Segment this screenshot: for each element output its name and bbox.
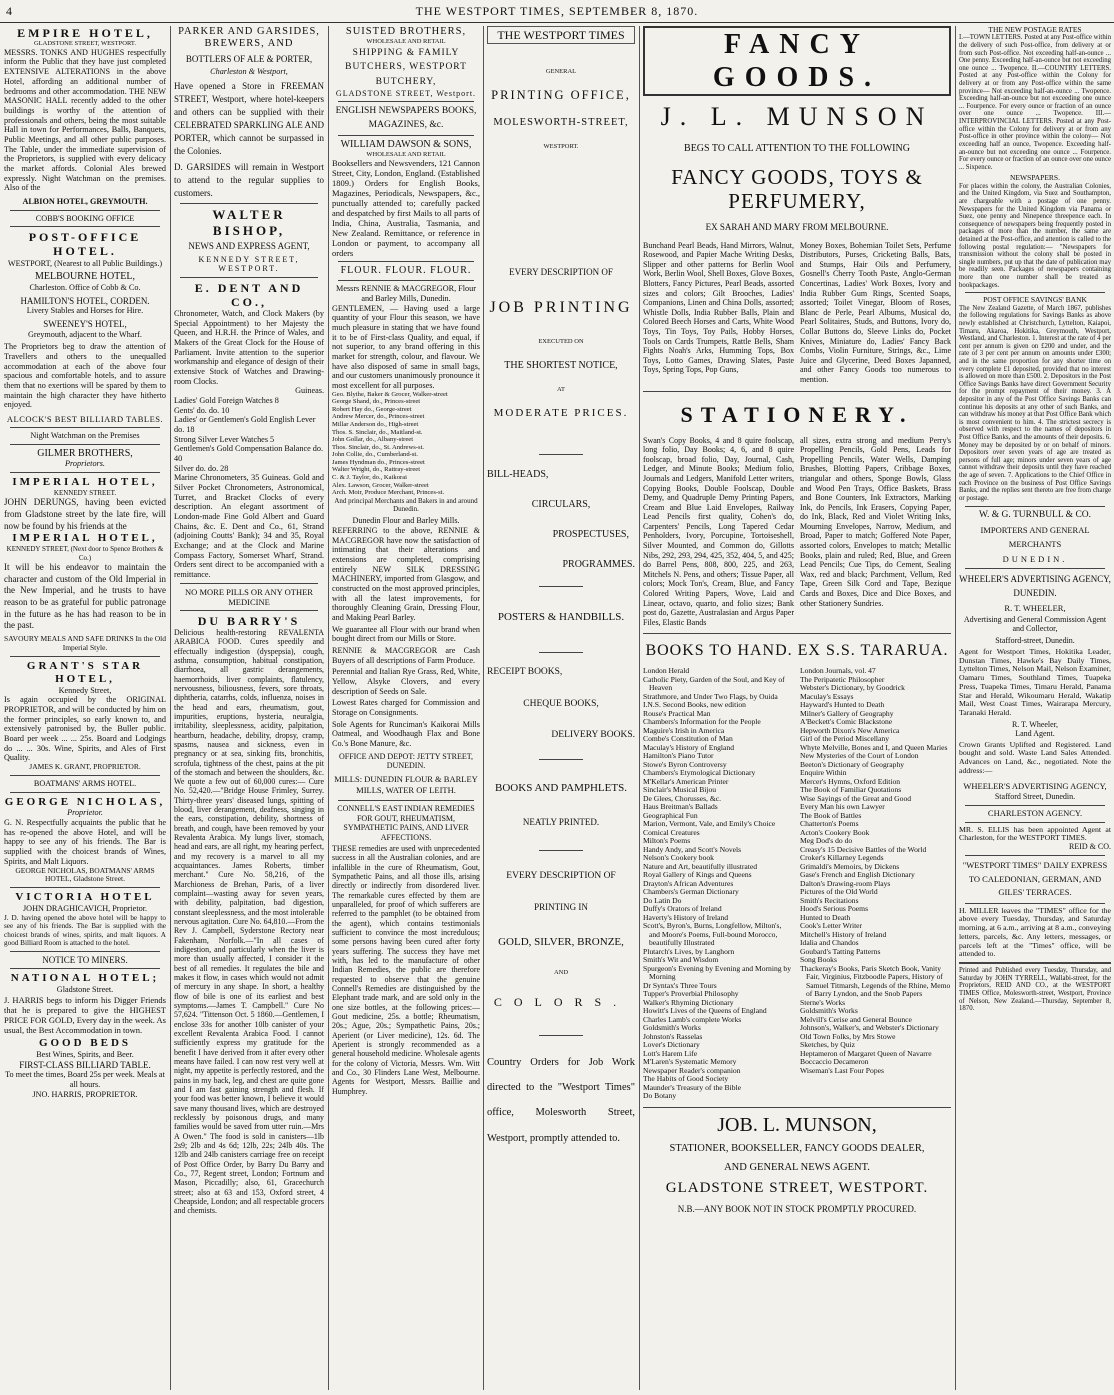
book-title: Drayton's African Adventures bbox=[643, 878, 734, 888]
meet-times: To meet the times, Board 25s per week. Meals at all hours. bbox=[5, 1070, 165, 1089]
book-title: Grimaldi's Memoirs, by Dickens bbox=[800, 861, 900, 871]
book-title: Royal Gallery of Kings and Queens bbox=[643, 870, 752, 880]
book-title: Milner's Gallery of Geography bbox=[800, 708, 894, 718]
alcock-tables: ALCOCK'S BEST BILLIARD TABLES. bbox=[6, 413, 164, 424]
book-title: Girl of the Period Miscellany bbox=[800, 734, 889, 744]
dent-price-list bbox=[174, 386, 324, 473]
book-title: Nature and Art, beautifully illustrated bbox=[643, 861, 758, 871]
victoria-sub: JOHN DRAGHICAVICH, Proprietor. bbox=[22, 904, 148, 914]
column-rule bbox=[483, 26, 484, 1390]
prospectuses: PROSPECTUSES, bbox=[552, 528, 629, 540]
dent-price: Strong Silver Lever Watches 5 bbox=[174, 434, 275, 444]
book-title: Sinclair's Musical Bijou bbox=[643, 785, 717, 795]
book-title: Gase's French and English Dictionary bbox=[800, 870, 915, 880]
postage-body: I.—TOWN LETTERS. Posted at any Post-office within the delivery of such Post-office, from delivery at or from such Post-office. Not exceeding half-an-ounce ... One penny. Exceeding half-an-ounce but not exceeding one ounce ... Twopence. II.—COUNTRY LETTERS. Posted at any Post-office within the Colony for delivery at or from any Post-office within the same province— Not exceeding half-an-ounce ... Twopence. Exceeding half-an-ounce but not exceeding one ounce ... Fourpence. For every ounce or fraction of an ounce over one ounce ... Twopence. III.—INTERPROVINCIAL LETTERS. Posted at any Post-office within the Colony for delivery at or from any Post-office in other province within the colony— Not exceeding half an ounce, Twopence. Exceeding half-an-ounce but not exceeding one ounce ... Fourpence. For every ounce or fraction of an ounce over one ounce ... Sixpence. bbox=[959, 34, 1111, 171]
flour-title: FLOUR. FLOUR. FLOUR. bbox=[340, 265, 472, 277]
imperial-sub: KENNEDY STREET. bbox=[53, 489, 117, 498]
wheeler-name: R. T. WHEELER, bbox=[1004, 602, 1066, 613]
book-title: Combe's Constitution of Man bbox=[643, 734, 733, 744]
flour-signatory: John Gollar, do., Albany-street bbox=[332, 436, 414, 444]
book-title: Wiseman's Last Four Popes bbox=[800, 1065, 884, 1075]
harris-body: J. HARRIS begs to inform his Digger Friends that he is prepared to give the HIGHEST PRICE FOR GOLD, Every day in the week. As usual, the Best Accommodation in town. bbox=[4, 995, 166, 1036]
parker-body-2: D. GARSIDES will remain in Westport to attend to the regular supplies to customers. bbox=[174, 162, 324, 199]
book-title: Goldsmith's Works bbox=[643, 1023, 701, 1033]
book-title: Milton's Poems bbox=[643, 836, 691, 846]
book-title: Goubard's Tatting Patterns bbox=[800, 946, 881, 956]
hamilton-hotel: HAMILTON'S HOTEL, CORDEN. bbox=[20, 295, 150, 306]
flour-signatory: George Shand, do., Princes-street bbox=[332, 398, 421, 406]
book-title: M'Kellar's American Printer bbox=[643, 776, 729, 786]
book-title: Stowe's Byron Controversy bbox=[643, 759, 727, 769]
stafford-street-2: Stafford Street, Dunedin. bbox=[994, 792, 1076, 802]
book-title: The Book of Battles bbox=[800, 810, 862, 820]
mills-body-5: Lowest Rates charged for Commission and Storage on Consignments. bbox=[332, 698, 480, 717]
book-title: Do Botany bbox=[643, 1091, 677, 1101]
flour-signatory: Walter Wright, do., Rattray-street bbox=[332, 466, 421, 474]
book-title: Hood's Serious Poems bbox=[800, 904, 869, 914]
ex-sarah: EX SARAH AND MARY FROM MELBOURNE. bbox=[705, 222, 889, 233]
post-office-hotel-title: POST-OFFICE HOTEL. bbox=[28, 230, 142, 259]
dent-price: Guineas. bbox=[295, 386, 324, 396]
flour-signatory: Thos. S. Sinclair, do., Maitland-st. bbox=[332, 428, 423, 436]
book-title: Every Man his own Lawyer bbox=[800, 802, 885, 812]
book-title: Whyte Melville, Bones and I, and Queen Maries bbox=[800, 742, 948, 752]
bishop-title: WALTER BISHOP, bbox=[212, 207, 286, 238]
flour-signatory: Thos. Sinclair, do., St. Andrews-st. bbox=[332, 443, 425, 451]
column-rule bbox=[328, 26, 329, 1390]
book-title: Tupper's Proverbial Philosophy bbox=[643, 989, 739, 999]
job-munson-sub: STATIONER, BOOKSELLER, FANCY GOODS DEALER, bbox=[669, 1143, 925, 1155]
book-title: Newspaper Reader's companion bbox=[643, 1065, 741, 1075]
boatmans-arms: BOATMANS' ARMS HOTEL. bbox=[33, 778, 137, 788]
book-title: Strathmore, and Under Two Flags, by Ouida bbox=[643, 691, 778, 701]
book-title: Marion, Vermont, Vale, and Emily's Choice bbox=[643, 819, 776, 829]
book-title: Hamilton's Piano Tutor bbox=[643, 751, 714, 761]
turnbull-location: DUNEDIN. bbox=[1002, 554, 1068, 565]
book-title: Plutarch's Lives, by Langhorn bbox=[643, 946, 735, 956]
charleston-agency: CHARLESTON AGENCY. bbox=[987, 808, 1083, 819]
book-title: I.N.S. Second Books, new edition bbox=[643, 700, 746, 710]
book-title: Sketches, by Quiz bbox=[800, 1040, 856, 1050]
flour-signatory: James Hyndman do., Princes-street bbox=[332, 458, 425, 466]
english-newspapers: ENGLISH NEWSPAPERS BOOKS, MAGAZINES, &c. bbox=[335, 106, 477, 130]
proprietors-body: The Proprietors beg to draw the attention of Travellers and others to the unequalled accommodation at each of the above four spacious and comfortable hotels, and to assure them that no exertions will be spared by them to maintain the high character they have hitherto enjoyed. bbox=[4, 342, 166, 410]
notice-to-miners: NOTICE TO MINERS. bbox=[42, 954, 128, 965]
dent-title: E. DENT AND CO., bbox=[194, 280, 304, 309]
job-printing: JOB PRINTING bbox=[489, 299, 633, 317]
job-munson-title: JOB. L. MUNSON, bbox=[717, 1113, 877, 1136]
molesworth-street: MOLESWORTH-STREET, bbox=[493, 116, 629, 128]
parker-body: Have opened a Store in FREEMAN STREET, Westport, where hotel-keepers and others can be supplied with their CELEBRATED SPARKLING ALE AND PORTER, which cannot be surpassed in the Colonies. bbox=[174, 81, 324, 157]
express-title: "WESTPORT TIMES" DAILY EXPRESS TO CALEDONIAN, GERMAN, AND GILES' TERRACES. bbox=[962, 859, 1108, 898]
book-title: The Peripatetic Philosopher bbox=[800, 674, 885, 684]
page-number: 4 bbox=[6, 4, 12, 18]
flour-signatory: C. & J. Taylor, do., Kaikorai bbox=[332, 473, 407, 481]
book-title: Old Town Folks, by Mrs Stowe bbox=[800, 1031, 896, 1041]
books-pamphlets: BOOKS AND PAMPHLETS. bbox=[495, 781, 627, 794]
grant-hotel-title: GRANT'S STAR HOTEL, bbox=[26, 659, 144, 685]
stationery-title: STATIONERY. bbox=[680, 401, 914, 427]
nicholas-signature: GEORGE NICHOLAS, BOATMANS' ARMS HOTEL, Gladstone Street. bbox=[15, 865, 155, 884]
begs-to-call: BEGS TO CALL ATTENTION TO THE FOLLOWING bbox=[684, 142, 910, 154]
flour-signatory: Andrew Mercer, do., Princes-street bbox=[332, 413, 425, 421]
book-title: Thackeray's Books, Paris Sketch Book, Vanity Fair, Virginius, Fitzboodle Papers, History of Samuel Titmarsh, Legends of the Rhine, Memo of Barry Lyndon, and the Snob Papers bbox=[800, 963, 951, 999]
book-title: Chambers's Etymological Dictionary bbox=[643, 768, 756, 778]
wheeler-address: Stafford-street, Dunedin. bbox=[995, 636, 1075, 646]
imperial-sub-2: KENNEDY STREET, (Next door to Spence Brothers & Co.) bbox=[6, 545, 164, 562]
suisted-body: SHIPPING & FAMILY BUTCHERS, WESTPORT BUTCHERY, bbox=[345, 48, 467, 87]
wheeler-signature: R. T. Wheeler, bbox=[1011, 719, 1059, 729]
dent-price: Ladies' or Gentlemen's Gold English Lever do. 18 bbox=[174, 415, 316, 434]
nicholas-title: GEORGE NICHOLAS, bbox=[4, 795, 166, 808]
flour-signatory: Robert Hay do., George-street bbox=[332, 405, 412, 413]
westport-label: WESTPORT. bbox=[543, 142, 579, 150]
book-title: The Habits of Good Society bbox=[643, 1074, 729, 1084]
wheeler-agency-2: WHEELER'S ADVERTISING AGENCY, bbox=[963, 780, 1107, 791]
book-title: Chatterton's Poems bbox=[800, 819, 859, 829]
book-title: Johnston's Rasselas bbox=[643, 1031, 703, 1041]
receipt-books: RECEIPT BOOKS, bbox=[487, 667, 563, 678]
bishop-sub: NEWS AND EXPRESS AGENT, bbox=[188, 241, 310, 252]
post-office-body: WESTPORT, (Nearest to all Public Buildings.) bbox=[7, 258, 163, 268]
column-3 bbox=[332, 26, 480, 1390]
victoria-hotel-title: VICTORIA HOTEL bbox=[15, 891, 155, 904]
book-title: Lott's Harem Life bbox=[643, 1048, 698, 1058]
book-title: Hepworth Dixon's New America bbox=[800, 725, 900, 735]
book-title: Rouse's Practical Man bbox=[643, 708, 711, 718]
connell-body: THESE remedies are used with unprecedented success in all the Australian colonies, and are infallible in the cure of Rheumatism, Gout, Sympathetic Pains, and all those ills, arising directly or indirectly from disordered liver. The remarkable cures effected by them are unparalleled, for proof of which sufferers are referred to the pamphlet (to be obtained from the agent), which contains testimonials sufficient to convince the most incredulous; some persons having been cured after forty years suffering. The success they have met with, has led to the manufacture of other Indian Remedies, the public are therefore requested to observe that the genuine Connell's Remedies are distinguished by the Elephant trade mark, and are sold only in the one size bottles, at the following prices:—Gout medicine, 25s. a bottle; Rheumatism, 20s.; Ague, 20s.; Sympathetic Pains, 20s.; Aperient (or Liver medicine), 12s. 6d. The Aperient is strongly recommended as a general household medicine. Wholesale agents for the colony of Victoria, Messrs. Wm. Witt and Co., 30 Flinders Lane West, Melbourne. Agents for Westport, Messrs. Baillie and Humphrey. bbox=[332, 844, 480, 1096]
book-title: Do Latin Do bbox=[643, 895, 682, 905]
dent-price: Silver do. do. 28 bbox=[174, 463, 229, 473]
grant-signature: JAMES K. GRANT, PROPRIETOR. bbox=[29, 761, 141, 771]
book-title: Duffy's Orators of Ireland bbox=[643, 904, 722, 914]
flour-head: Messrs RENNIE & MACGREGOR, Flour and Barley Mills, Dunedin. bbox=[336, 284, 476, 303]
grant-sub: Kennedy Street, bbox=[58, 685, 112, 695]
book-title: Smith's Recitations bbox=[800, 895, 859, 905]
dent-price: Ladies' Gold Foreign Watches 8 bbox=[174, 395, 279, 405]
turnbull-sub: IMPORTERS AND GENERAL MERCHANTS bbox=[980, 525, 1090, 549]
newspapers-title: NEWSPAPERS. bbox=[1010, 173, 1060, 183]
column-2 bbox=[174, 26, 324, 1390]
stationery-list bbox=[643, 436, 951, 628]
melbourne-hotel: MELBOURNE HOTEL, bbox=[35, 271, 135, 283]
flour-signatories bbox=[332, 391, 480, 497]
column-4 bbox=[487, 26, 635, 1390]
shortest-notice: THE SHORTEST NOTICE, bbox=[504, 359, 618, 371]
mills-body-3: RENNIE & MACGREGOR are Cash Buyers of all descriptions of Farm Produce. bbox=[332, 645, 480, 665]
book-title: Melvill's Cerise and General Bounce bbox=[800, 1014, 912, 1024]
newspapers-body: For places within the colony, the Australian Colonies, and the United Kingdom, via Suez and Southampton, are chargeable with a postage of one penny. Newspapers for the United Kingdom via Panama or Suez, one penny and Ninepence threepence each. In consequence of newspapers being frequently posted in packages of more than the number, the same are detained at the Post-office, and attention is called to the following postal regulation:— "Newspapers for transmission without the colony shall be posted in single numbers, put up that the date of publication may be readily seen. Packages of newspapers containing more than one number shall be treated as bookpackages. bbox=[959, 182, 1111, 289]
neatly-printed: NEATLY PRINTED. bbox=[522, 816, 600, 827]
book-title: Haverty's History of Ireland bbox=[643, 912, 729, 922]
gilmer-brothers: GILMER BROTHERS, bbox=[37, 447, 133, 459]
and-label: AND bbox=[553, 969, 569, 977]
gold-silver: GOLD, SILVER, BRONZE, bbox=[498, 936, 624, 949]
book-title: Creasy's 15 Decisive Battles of the World bbox=[800, 844, 927, 854]
flour-signatory: Alex. Lawson, Grocer, Walker-street bbox=[332, 481, 429, 489]
suisted-sub: WHOLESALE AND RETAIL bbox=[366, 38, 446, 46]
fancy-goods-title: FANCY GOODS. bbox=[643, 26, 951, 96]
book-title: A'Beckett's Comic Blackstone bbox=[800, 717, 893, 727]
reid-signature: REID & CO. bbox=[1069, 842, 1111, 852]
grant-body: Is again occupied by the ORIGINAL PROPRIETOR, and will be conducted by him on the former principles, so early known to, and extensively patronised by, the Buller public. Board per week ... ... 25s. Board and Lodgings do ... ... 30s. Wine, Spirits, and Ales of First Quality. bbox=[4, 695, 166, 763]
column-5 bbox=[643, 26, 951, 1390]
book-title: Chambers's German Dictionary bbox=[643, 887, 739, 897]
savings-body: The New Zealand Gazette, of March 1867, publishes the following regulations for Savings Banks as above newly established at Christchurch, Lyttelton, Kaiapoi, Timaru, Akaroa, Hokitika, Greymouth, Westport, Westland, and Charleston. 1. Interest at the rate of 4 per cent per annum is given on £200 and under, and the rate of 3 per cent per annum on amounts under £300; and in the same proportion for any shorter time on every complete £1 deposited, provided that no interest is allowed on more than £500. 2. Depositors in the Post Office Savings Banks have direct Government Security for the prompt repayment of their money. 3. A depositor in any of the Post Office Savings Banks can continue his deposits at any other of such Banks, and can withdraw his money at that Post Office Bank which is most convenient to him. 4. The strictest secrecy is observed with respect to the names of depositors in Post Office Banks, and the amounts of their deposits. 6. Money may be deposited by or on behalf of minors. Depositors over seven years of age are treated as persons of full age; minors under seven years of age cannot withdraw their deposits until they have reached the age of seven. 7. Applications to the Chief Office in each Province on the business of Post Office Savings Banks, and the replies sent thereto are free from charge or postage. bbox=[959, 304, 1111, 502]
book-title: De Glees, Chorusses, &c. bbox=[643, 793, 722, 803]
book-title: Idalia and Chandos bbox=[800, 938, 859, 948]
general-label: GENERAL bbox=[545, 68, 577, 76]
sweeney-hotel: SWEENEY'S HOTEL, bbox=[43, 318, 127, 329]
country-orders: Country Orders for Job Work directed to the "Westport Times" office, Molesworth Street, Westport, promptly attended to. bbox=[487, 1057, 635, 1144]
book-title: Smith's Wit and Wisdom bbox=[643, 955, 719, 965]
albion-hotel: ALBION HOTEL, GREYMOUTH. bbox=[22, 196, 148, 206]
fancy-goods-left: Bunchand Pearl Beads, Hand Mirrors, Walnut, Rosewood, and Papier Mache Writing Desks, Slipper and other patterns for Berlin Wool Work, Berlin Wool, Shell Boxes, Glove Boxes, Blotters, Fancy Pictures, Pearl Beads, assorted sizes and colors; Gilt Brooches, Ladies' Companions, Linen and China Dolls, assorted; Whistle Dolls, India Rubber Balls, Plain and Colored Beech Horses and Carts, White Wood Toys, Tin Toys, Toy Pails, Hobby Horses, Tools on Cards Trumpets, Rattle Bells, Sham Fights Noah's Arks, Humming Tops, Box Toys, Lotto Games, Drawing Slates, Paste Toys, Spring Tops, Pop Guns, bbox=[643, 240, 794, 375]
book-title: London Herald bbox=[643, 666, 690, 676]
dent-price: Gentlemen's Gold Compensation Balance do. 40 bbox=[174, 444, 324, 463]
parker-location: Charleston & Westport, bbox=[210, 67, 288, 77]
page-header bbox=[0, 0, 1114, 23]
printing-office: PRINTING OFFICE, bbox=[491, 87, 631, 102]
empire-hotel-title: EMPIRE HOTEL, bbox=[17, 26, 153, 40]
at-label: AT bbox=[557, 385, 565, 393]
book-title: The Book of Familiar Quotations bbox=[800, 785, 902, 795]
wheeler-role: Advertising and General Commission Agent and Collector, bbox=[963, 615, 1107, 634]
miller-notice: H. MILLER leaves the "TIMES" office for the above every Tuesday, Thursday, and Saturday morning, at 6 a.m., arriving at 8 a.m., conveying letters, parcels, &c. Any letters, messages, or parcels left at the "Times" office, will be attended to. bbox=[959, 905, 1111, 959]
nb-note: N.B.—ANY BOOK NOT IN STOCK PROMPTLY PROCURED. bbox=[677, 1203, 917, 1214]
imperial-hotel-title-2: IMPERIAL HOTEL, bbox=[12, 532, 158, 545]
book-title: Sterne's Works bbox=[800, 997, 846, 1007]
books-to-hand-title: BOOKS TO HAND. EX S.S. TARARUA. bbox=[645, 642, 949, 660]
book-title: Croker's Killarney Legends bbox=[800, 853, 884, 863]
column-rule bbox=[639, 26, 640, 1390]
every-description-2: EVERY DESCRIPTION OF bbox=[506, 870, 616, 881]
books-list bbox=[643, 667, 951, 1101]
book-title: New Mysteries of the Court of London bbox=[800, 751, 919, 761]
book-title: Haus Breitman's Ballads bbox=[643, 802, 718, 812]
book-title: Chambers's Information for the People bbox=[643, 717, 761, 727]
books-left bbox=[643, 667, 794, 1101]
fancy-goods-list bbox=[643, 241, 951, 385]
book-title: Enquire Within bbox=[800, 768, 847, 778]
book-title: Johnson's, Walker's, and Webster's Dictionary bbox=[800, 1023, 939, 1033]
book-title: Hayward's Hunted to Death bbox=[800, 700, 885, 710]
flour-body: GENTLEMEN, — Having used a large quantity of your Flour this season, we have much pleasure in stating that we have found it to be of First-class Quality, and equal, if not superior, to any brand offering in this market for strength, colour, and flavour. We have also disposed of same in small bags, and our customers unanimously pronounce it most excellent for all purposes. bbox=[332, 303, 480, 390]
flour-signatory: John Collie, do., Cumberland-st. bbox=[332, 451, 418, 459]
book-title: Charles Lamb's complete Works bbox=[643, 1014, 742, 1024]
moderate-prices: MODERATE PRICES. bbox=[493, 407, 629, 420]
circulars: CIRCULARS, bbox=[531, 498, 591, 510]
ellis-notice: MR. S. ELLIS has been appointed Agent at Charleston, for the WESTPORT TIMES. bbox=[959, 824, 1111, 843]
programmes: PROGRAMMES. bbox=[562, 558, 635, 570]
flour-signatory: Millar Anderson do., High-street bbox=[332, 420, 419, 428]
cheque-books: CHEQUE BOOKS, bbox=[523, 698, 599, 709]
gladstone-street: GLADSTONE STREET, WESTPORT. bbox=[665, 1180, 929, 1197]
masthead: THE WESTPORT TIMES bbox=[487, 26, 635, 44]
stationery-left: Swan's Copy Books, 4 and 8 quire foolscap, long folio, Day Books; 4, 6, and 8 quire foolscap, broad folio, Day, Journal, Cash, Ledger, and Minute Books; Medium folio, Journals and Ledgers, Manifold Letter writers, Copying Books, Double Foolscap, Double Demy, and Quadruple Demy Printing Papers, Cream and Blue Laid Envelopes, Railway Lead Pencils first quality, Cohen's do, Carpenters' Pencils, Long Tapered Cedar Penholders, Ivory, Porcupine, Tortoiseshell, Silver Mounted, and Common do, Gillotts Nibs, 292, 293, 294, 425, 352, 404, 5, and 425; do Barrel Pens, 808, 800, 225, and 263, Mitchels N. Pens, and others; Tissue Paper, all colors; Mock Ton's, Cream, Blue, and Fancy Colored Writing Papers, Wove, Laid and Linear, octavo, quarto, and folio sizes; Bank post do, Gazette, Australasian and Argus Paper Files, Elastic Bands bbox=[643, 435, 794, 627]
book-title: Maguire's Irish in America bbox=[643, 725, 725, 735]
column-rule bbox=[955, 26, 956, 1390]
mills-body: REFERRING to the above, RENNIE & MACGREGOR have now the satisfaction of intimating that their alterations and extensions are completed, comprising entirely NEW SILK DRESSING MACHINERY, imported from Glasgow, and constructed on the most approved principles, with all the latest improvements, for thoroughly Cleaning Grain, Dressing Flour, and Making Pearl Barley. bbox=[332, 525, 480, 622]
book-title: Heptameron of Margaret Queen of Navarre bbox=[800, 1048, 932, 1058]
imperial-hotel-title: IMPERIAL HOTEL, bbox=[12, 476, 158, 489]
good-beds: GOOD BEDS bbox=[38, 1037, 132, 1050]
book-title: Mitchell's History of Ireland bbox=[800, 929, 887, 939]
book-title: London Journals, vol. 47 bbox=[800, 666, 876, 676]
land-agent: Land Agent. bbox=[1015, 728, 1055, 738]
book-title: Webster's Dictionary, by Goodrick bbox=[800, 683, 905, 693]
mills-address: MILLS: DUNEDIN FLOUR & BARLEY MILLS, WATER OF LEITH. bbox=[334, 773, 478, 796]
book-title: Comical Creatures bbox=[643, 827, 700, 837]
crown-grants: Crown Grants Uplifted and Registered. Land bought and sold. Waste Land Sales Attended. Advances on Land, &c., negotiated. Note the address:— bbox=[959, 739, 1111, 775]
dent-price: Gents' do. do. 10 bbox=[174, 405, 230, 415]
harris-signature: JNO. HARRIS, PROPRIETOR. bbox=[32, 1089, 138, 1099]
bill-heads: BILL-HEADS, bbox=[487, 469, 549, 481]
books-right bbox=[800, 667, 951, 1101]
book-title: Maculay's History of England bbox=[643, 742, 734, 752]
office-depot: OFFICE AND DEPOT: JETTY STREET, DUNEDIN. bbox=[338, 751, 474, 771]
dawson-sub: WHOLESALE AND RETAIL bbox=[366, 150, 446, 158]
book-title: Meg Dod's do do bbox=[800, 836, 853, 846]
bishop-address: KENNEDY STREET, WESTPORT. bbox=[198, 254, 300, 274]
colors: COLORS. bbox=[493, 994, 629, 1009]
book-title: Maculay's Essays bbox=[800, 691, 854, 701]
no-more-pills: NO MORE PILLS OR ANY OTHER MEDICINE bbox=[185, 586, 313, 607]
book-title: M'Laren's Systematic Memory bbox=[643, 1057, 737, 1067]
parker-title: PARKER AND GARSIDES, BREWERS, AND bbox=[178, 26, 320, 50]
flour-signatory: Arch. Moir, Produce Merchant, Princes-st. bbox=[332, 489, 445, 497]
du-barry-title: DU BARRY'S bbox=[197, 613, 301, 628]
fancy-goods-toys: FANCY GOODS, TOYS & PERFUMERY, bbox=[671, 164, 923, 214]
book-title: Wise Sayings of the Great and Good bbox=[800, 793, 912, 803]
imperial-body: It will be his endeavor to maintain the character and custom of the Old Imperial in the New Imperial, and he trusts to have reason to be as grateful for public patronage in the future as he has had reason to be in the past. bbox=[4, 561, 166, 631]
national-sub: Gladstone Street. bbox=[56, 985, 114, 995]
melbourne-sub: Charleston. Office of Cobb & Co. bbox=[29, 283, 141, 293]
printing-in: PRINTING IN bbox=[534, 901, 588, 912]
sweeney-sub: Greymouth, adjacent to the Wharf. bbox=[28, 329, 142, 339]
book-title: Goldsmith's Works bbox=[800, 1006, 858, 1016]
job-munson-sub-2: AND GENERAL NEWS AGENT. bbox=[724, 1161, 870, 1173]
book-title: Howitt's Lives of the Queens of England bbox=[643, 1006, 767, 1016]
mills-body-6: Sole Agents for Runciman's Kaikorai Mills Oatmeal, and Woodhaugh Flax and Bone Co.'s Bone Manure, &c. bbox=[332, 719, 480, 748]
book-title: Maunder's Treasury of the Bible bbox=[643, 1082, 741, 1092]
book-title: Pictures of the Old World bbox=[800, 887, 878, 897]
book-title: Spurgeon's Evening by Evening and Morning by Morning bbox=[643, 963, 792, 982]
imprint: Printed and Published every Tuesday, Thursday, and Saturday by JOHN TYRRELL, Wallabi-street, for the Proprietors, REID AND CO., at the WESTPORT TIMES Office, Molesworth-street, Westport, Province of Nelson, New Zealand.—Thursday, September 8, 1870. bbox=[959, 967, 1111, 1013]
night-watchman: Night Watchman on the Premises bbox=[30, 430, 140, 440]
suisted-address: GLADSTONE STREET, Westport. bbox=[335, 88, 477, 98]
book-title: Acton's Cookery Book bbox=[800, 827, 870, 837]
dent-body-2: Marine Chronometers, 35 Guineas. Gold and Silver Pocket Chronometers, Astronomical, Turret, and Bracket Clocks of every description. An elegant assortment of London-made Fine Gold Albert and Guard Chains, &c. E. Dent and Co., 61, Strand (adjoining Coutts' Bank); 34 and 35, Royal Exchange; and at the Clock and Marine Compass Factory, Somerset Wharf, Strand. Orders sent direct to be accompanied with a remittance. bbox=[174, 473, 324, 580]
book-title: Hunted to Death bbox=[800, 912, 851, 922]
delivery-books: DELIVERY BOOKS. bbox=[551, 729, 635, 740]
connell-title: CONNELL'S EAST INDIAN REMEDIES FOR GOUT, RHEUMATISM, SYMPATHETIC PAINS, AND LIVER AFFECTIONS. bbox=[337, 804, 475, 842]
column-1 bbox=[4, 26, 166, 1390]
book-title: Cook's Letter Writer bbox=[800, 921, 863, 931]
book-title: Boccaccio Decameron bbox=[800, 1057, 869, 1067]
parker-sub: BOTTLERS OF ALE & PORTER, bbox=[185, 53, 313, 64]
book-title: Scott's, Byron's, Burns, Longfellow, Milton's, and Moore's Poems, Full-bound Morocco, beautifully Illustrated bbox=[643, 921, 782, 948]
executed-on: EXECUTED ON bbox=[538, 338, 584, 346]
column-rule bbox=[170, 26, 171, 1390]
flour-tail: And principal Merchants and Bakers in and around Dunedin. bbox=[334, 496, 478, 513]
hamilton-sub: Livery Stables and Horses for Hire. bbox=[26, 306, 144, 316]
billiard-table: FIRST-CLASS BILLIARD TABLE. bbox=[19, 1059, 151, 1070]
empire-address: GLADSTONE STREET, WESTPORT. bbox=[33, 40, 137, 48]
book-title: Catholic Piety, Garden of the Soul, and Key of Heaven bbox=[643, 674, 785, 693]
book-title: Nelson's Cookery book bbox=[643, 853, 714, 863]
du-barry-body: Delicious health-restoring REVALENTA ARABICA FOOD. Cures speedily and effectually indigestion (dyspepsia), cough, asthma, consumption, habitual constipation, diarrhoea, all gastric derangements, haemorrhoids, liver complaints, flatulency, nervousness, biliousness, fevers, sore throats, diphtheria, catarrhs, colds, influenza, noises in the head and ears, rheumatism, gout, impurities, eruptions, hysteria, neuralgia, irritability, sleeplessness, acidity, palpitation, heartburn, headache, debility, dropsy, cramp, spasms, nausea and sickness, even in pregnancy or at sea, sinking fits, bronchitis, scrofula, tightness of the chest, pains at the pit of the stomach and between the shoulders, &c. We quote a few out of 60,000 cures:— Cure No. 52,420.—"Bridge House Frimley, Surrey. Thirty-three years' diseased lungs, spitting of blood, liver derangement, deafness, singing in the ears, constipation, debility, shortness of breath, and cough, have been removed by your Revalenta Arabica. My lungs liver, stomach, head and ears, are all right, my hearing perfect, and my recovery is a marvel to all my acquaintances. James Roberts, timber merchant." Cure No. 58,216, of the Marchioness de Brehan, Paris, of a liver complaint—wasting away for seven years, with debility, palpitation, bad digestion, constant sleeplessness, and the most intolerable nervous agitation. Cure No. 64,810.—From the Rev J. Campbell, Syderstone Rectory near Fakenham, Norfolk.—"In all cases of indigestion, and particularly when the liver is more than usually affected, I consider it the best of all remedies. It regulates the bile and makes it flow, in cases which would not admit of mercury in any shape. In short, a healthy flow of bile is one of its earliest and best symptoms.—James T. Campbell." Cure No 57,624. "Tittenson Oct. 5 1860.—Gentlemen, I enclose 33s for another 10lb canister of your excellent Revalenta Arabica Food. I cannot sufficiently express my gratitude for the benefit I have derived from it after every other means have failed. I can now rest very well at night, my appetite is perfectly restored, and the pains in my back, leg, and chest are quite gone and I am fast gaining strength and flesh. If your food was better known, I believe it would save many thousand lives, which are destroyed recklessly by poisonous drugs, and many families would be saved from utter ruin.—Mrs A Owen." The food is sold in canisters—1lb 2s9; 2lb and 4s 6d; 12lb, 22s; 24lb 40s. The 12lb and 24lb canisters carriage free on receipt of Post Office Order, by Barry Du Barry and Co., 77, Regent street, London; Fortnum and Mason, Piccadilly; also, 61, Gracechurch street; also at 63 and 153, Oxford street, 4 Cheapside, London; and all respectable grocers and chemists. bbox=[174, 627, 324, 1216]
flour-signatory: Geo. Blythe, Baker & Grocer, Walker-street bbox=[332, 390, 448, 398]
savings-title: POST OFFICE SAVINGS' BANK bbox=[983, 295, 1087, 305]
savoury-meals: SAVOURY MEALS AND SAFE DRINKS In the Old Imperial Style. bbox=[4, 633, 166, 652]
book-title: Song Books bbox=[800, 955, 837, 965]
fancy-goods-right: Money Boxes, Bohemian Toilet Sets, Perfume Distributors, Purses, Cricketing Balls, Bats, and Stumps, Hair Oils and Perfumery, Gosnell's Cherry Tooth Paste, Anglo-German Concertinas, Ladies' Work Boxes, Ivory and India Rubber Gum Rings, Scented Soaps, assorted; Toilet Vinegar, Bloom of Roses, Blanc de Perle, Pearl Albums, Musical do, Pearl Solitaires, Studs, and Buttons, Ivory do, Collar Buttons do, Sleeve Links do, Pocket Knives, Miniature do, Ladies' Fancy Back Combs, Violin Furniture, Strings, &c., Lime Juice and Glycerine, Deed Boxes Japanned, and other Fancy Goods too numerous to mention. bbox=[800, 240, 951, 384]
dawson-body: Booksellers and Newsvenders, 121 Cannon Street, City, London, England. (Established 1809.) Orders for English Books, Magazines, Periodicals, Newspapers, &c., punctually attended to; carefully packed and despatched by first Mails to all parts of India, China, Australia, Tasmania, and New Zealand. Remittance, or reference in London or payment, to accompany all orders bbox=[332, 158, 480, 259]
dent-body: Chronometer, Watch, and Clock Makers (by Special Appointment) to her Majesty the Queen, and H.R.H. the Prince of Wales, and Makers of the Great Clock for the House of Parliament. Invite attention to the superior workmanship and elegance of design of their extensive Stock of Watches and Drawing-room Clocks. bbox=[174, 308, 324, 386]
victoria-body: J. D. having opened the above hotel will be happy to see any of his friends. The Bar is supplied with the choicest brands of wines, spirits, and malt liquors. A good Billiard Room is attached to the hotel. bbox=[4, 913, 166, 948]
nicholas-sub: Proprietor. bbox=[67, 808, 103, 818]
best-wines: Best Wines, Spirits, and Beer. bbox=[36, 1050, 134, 1060]
derungs-body: JOHN DERUNGS, having been evicted from Gladstone street by the late fire, will now be found by his friends at the bbox=[4, 497, 166, 531]
cobb-booking: COBB'S BOOKING OFFICE bbox=[35, 213, 135, 223]
book-title: Dr Syntax's Three Tours bbox=[643, 980, 717, 990]
gilmer-sub: Proprietors. bbox=[65, 459, 105, 469]
mills-body-2: We guarantee all Flour with our brand when bought direct from our Mills or Store. bbox=[332, 624, 480, 644]
empire-body: MESSRS. TONKS AND HUGHES respectfully inform the Public that they have just completed EXTENSIVE ALTERATIONS in the above Hotel, affording an additional number of bedrooms and other accommodation. THE NEW MASONIC HALL recently added to the other buildings is worthy of the attention of professionals and others, being the most suitable Hall in town for Performances, Balls, Banquets, Public Meetings, and all other public purposes. The Table, under the immediate supervision of the Proprietors, is supplied with every delicacy the market affords. Colonial Ales brewed expressly. Night Watchman on the premises. Also of the bbox=[4, 47, 166, 193]
book-title: Dalton's Drawing-room Plays bbox=[800, 878, 891, 888]
every-description: EVERY DESCRIPTION OF bbox=[509, 266, 613, 277]
nicholas-body: G. N. Respectfully acquaints the public that he has re-opened the above Hotel, and will be happy to see any of his friends. The Bar is supplied with the choicest brands of Wines, Spirits, and Malt Liquors. bbox=[4, 818, 166, 866]
book-title: Lover's Dictionary bbox=[643, 1040, 700, 1050]
suisted-title: SUISTED BROTHERS, bbox=[345, 26, 467, 37]
dawson-title: WILLIAM DAWSON & SONS, bbox=[340, 138, 472, 150]
book-title: Beeton's Dictionary of Geography bbox=[800, 759, 905, 769]
newspaper-title: THE WESTPORT TIMES, SEPTEMBER 8, 1870. bbox=[415, 4, 699, 18]
stationery-right: all sizes, extra strong and medium Perry's Propelling Pencils, Gold Pens, Leads for Propelling Pencils, Water Wells, Damping Brushes, Blotting Papers, Cribbage Boxes, triangular and others, Sponge Bowls, Glass and Wood Pen Trays, Office Baskets, Brass and Bone Counters, Ink Extractors, Marking Ink, do Pencils, Ink Erasers, Copying Paper, do Ink, Black, Red and Violet Writing Inks, Mourning Envelopes, Narrow, Medium, and Broad, Paper to match; Goffered Note Paper, assorted colors, Envelopes to match; Metallic Books, plain and ruled; Red, Blue, and Green Lead Pencils; Cue Tips, do Cement, Sealing Wax, red and black; Parchment, Vellum, Red Tape, Green Silk Cord and Tape, Bezique Cards and Boxes, Dice and Dice Boxes, and other Stationery Sundries. bbox=[800, 435, 951, 608]
book-title: Handy Andy, and Scott's Novels bbox=[643, 844, 742, 854]
posters-handbills: POSTERS & HANDBILLS. bbox=[497, 611, 625, 624]
mills-body-4: Perennial and Italian Rye Grass, Red, White, Yellow, Alsyke Clovers, and every description of Seeds on Sale. bbox=[332, 667, 480, 696]
book-title: Mercer's Hymns, Oxford Edition bbox=[800, 776, 901, 786]
wheeler-title: WHEELER'S ADVERTISING AGENCY, DUNEDIN. bbox=[959, 573, 1111, 599]
mills-head: Dunedin Flour and Barley Mills. bbox=[352, 516, 460, 526]
jl-munson-title: J. L. MUNSON bbox=[660, 102, 934, 132]
book-title: Geographical Fun bbox=[643, 810, 698, 820]
column-6 bbox=[959, 26, 1111, 1390]
national-hotel-title: NATIONAL HOTEL; bbox=[10, 972, 160, 985]
turnbull-title: W. & G. TURNBULL & CO. bbox=[978, 509, 1092, 520]
book-title: Walker's Rhyming Dictionary bbox=[643, 997, 734, 1007]
postage-title: THE NEW POSTAGE RATES bbox=[988, 26, 1082, 34]
wheeler-body: Agent for Westport Times, Hokitika Leader, Dunstan Times, Hawke's Bay Daily Times, Lyttelton Times, Nelson Mail, Nelson Examiner, Oamaru Times, Southland Times, Tuapeka Press, Tuapeka Times, Timaru Herald, Panama Star and Herald, Wikoumaru Herald, Wakatip Mail, West Coast Times, Wairarapa Mercury, Taranaki Herald. bbox=[959, 647, 1111, 718]
